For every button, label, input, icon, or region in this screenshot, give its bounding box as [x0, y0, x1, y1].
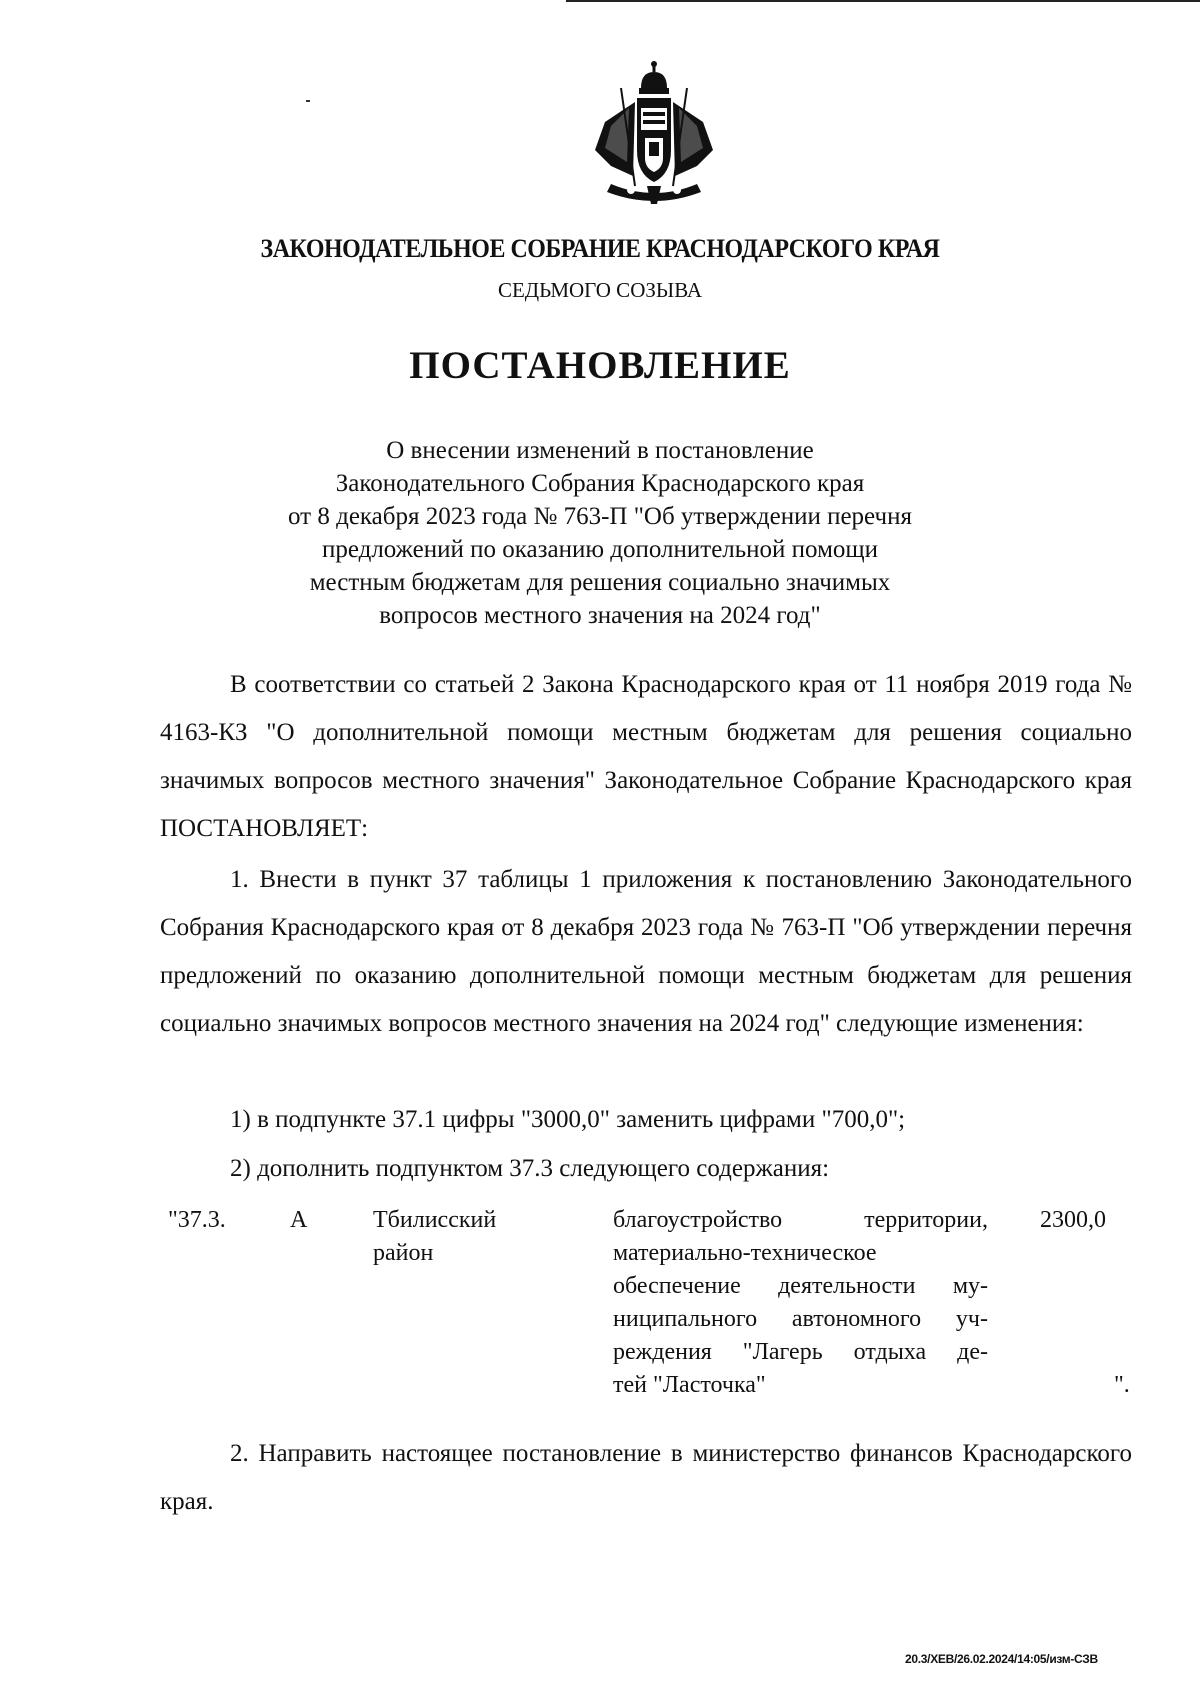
heading-line: вопросов местного значения на 2024 год"	[379, 602, 821, 629]
heading-line: предложений по оказанию дополнительной помощи	[321, 536, 879, 563]
district-line: Тбилисский	[373, 1207, 497, 1233]
subitem-1-text: 1) в подпункте 37.1 цифры "3000,0" заменить цифрами "700,0";	[230, 1106, 906, 1133]
scan-edge-line	[566, 0, 1200, 2]
subitem-2-text: 2) дополнить подпунктом 37.3 следующего содержания:	[230, 1155, 830, 1182]
heading-line: О внесении изменений в постановление	[386, 437, 814, 464]
preamble-text: В соответствии со статьей 2 Закона Краснодарского края от 11 ноября 2019 года № 4163-КЗ "О дополнительной помощи местным бюджетам для решения социально значимых вопросов местного значения" Законодательное Собрание Краснодарского края ПОСТАНОВЛЯЕТ:	[160, 671, 1132, 842]
coat-of-arms-emblem	[591, 58, 717, 208]
document-type-title: ПОСТАНОВЛЕНИЕ	[409, 344, 791, 387]
heading-line: местным бюджетам для решения социально значимых	[309, 569, 891, 596]
purpose-line: благоустройство территории,	[613, 1207, 988, 1233]
purpose-line: реждения "Лагерь отдыха де-	[613, 1339, 988, 1365]
purpose-line: ниципального автономного уч-	[613, 1306, 988, 1332]
table-cell-number: "37.3.	[168, 1207, 226, 1233]
purpose-line: материально-техническое	[613, 1240, 877, 1266]
purpose-line: обеспечение деятельности му-	[613, 1273, 988, 1299]
scan-speck	[306, 100, 310, 102]
district-line: район	[373, 1240, 434, 1266]
document-heading	[0, 434, 1200, 632]
table-cell-district	[373, 1204, 573, 1270]
purpose-line: тей "Ласточка"	[613, 1372, 766, 1398]
item-2-text: 2. Направить настоящее постановление в министерство финансов Краснодарского края.	[160, 1440, 1132, 1515]
footer-reference-code: 20.3/ХЕВ/26.02.2024/14:05/изм-СЗВ	[905, 1652, 1098, 1666]
preamble-paragraph	[160, 661, 1132, 853]
table-cell-purpose	[613, 1204, 988, 1402]
organization-title: ЗАКОНОДАТЕЛЬНОЕ СОБРАНИЕ КРАСНОДАРСКОГО КРАЯ	[260, 234, 940, 263]
table-cell-amount: 2300,0	[1040, 1207, 1106, 1233]
heading-line: Законодательного Собрания Краснодарского края	[335, 470, 865, 497]
table-closing-quote: ".	[1114, 1372, 1130, 1398]
table-cell-category: А	[290, 1207, 308, 1233]
item-1-paragraph	[160, 856, 1132, 1048]
heading-line: от 8 декабря 2023 года № 763-П "Об утверждении перечня	[288, 503, 912, 530]
item-2-paragraph	[160, 1430, 1132, 1526]
item-1-text: 1. Внести в пункт 37 таблицы 1 приложения к постановлению Законодательного Собрания Краснодарского края от 8 декабря 2023 года № 763-П "Об утверждении перечня предложений по оказанию дополнительной помощи местным бюджетам для решения социально значимых вопросов местного значения на 2024 год" следующие изменения:	[160, 866, 1132, 1037]
convocation-subtitle: СЕДЬМОГО СОЗЫВА	[497, 278, 703, 302]
